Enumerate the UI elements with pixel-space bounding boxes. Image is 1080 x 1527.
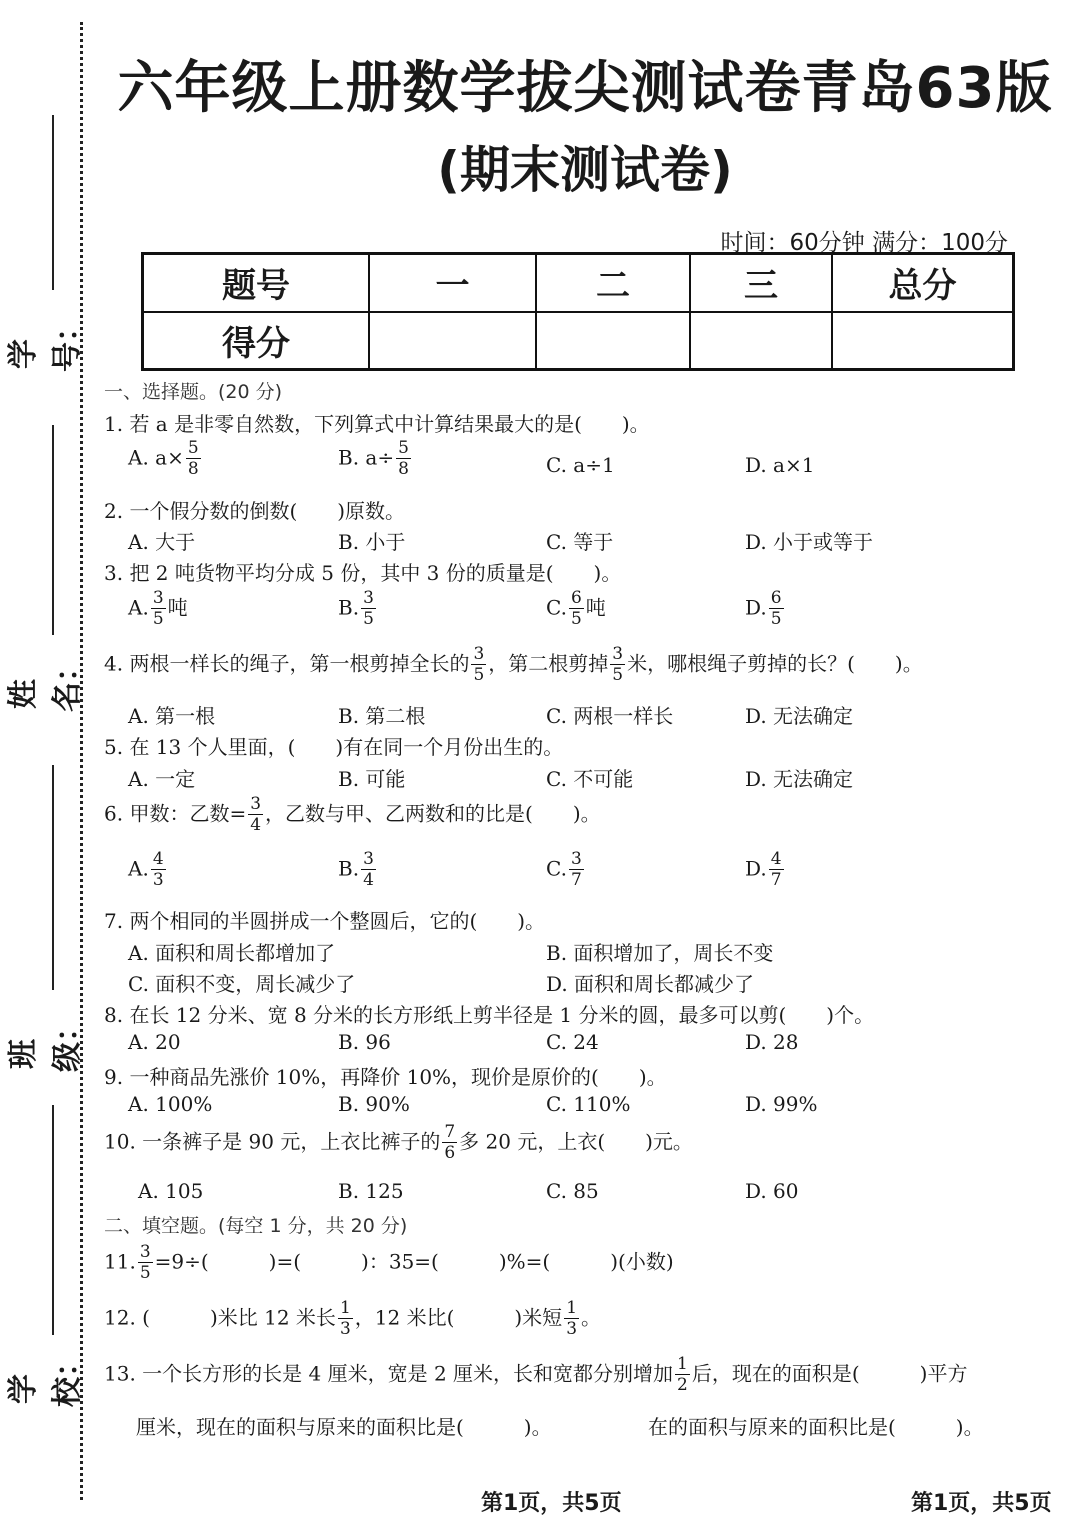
q9-option-d: D. 99% (745, 1092, 818, 1116)
q4-option-d: D. 无法确定 (745, 704, 854, 728)
q5-option-d: D. 无法确定 (745, 767, 854, 791)
question-4-stem: 4. 两根一样长的绳子，第一根剪掉全长的 $\frac{3}{5}$ ，第二根剪掉 $\frac{3}{5}$ 米，哪根绳子剪掉的长？( )。 (104, 644, 923, 685)
header-cell-three: 三 (690, 254, 832, 312)
q8-option-d: D. 28 (745, 1030, 799, 1054)
question-7-stem: 7. 两个相同的半圆拼成一个整圆后，它的( )。 (104, 909, 546, 933)
q3-option-a: A. $\frac{3}{5}$ 吨 (128, 588, 188, 629)
header-cell-total: 总分 (832, 254, 1014, 312)
q4-option-b: B. 第二根 (338, 704, 426, 728)
q5-option-c: C. 不可能 (546, 767, 634, 791)
q2-option-b: B. 小于 (338, 530, 406, 554)
question-11: 11. $\frac{3}{5}$ =9÷( )=( )：35=( )%=( )(小数) (104, 1242, 674, 1283)
q3-option-b: B. $\frac{3}{5}$ (338, 588, 374, 629)
class-label: 班级： (6, 1012, 85, 1072)
q1-option-a: A. a× $\frac{5}{8}$ (128, 438, 199, 479)
score-row-label: 得分 (143, 312, 370, 370)
header-cell-two: 二 (536, 254, 690, 312)
class-line (52, 765, 54, 990)
q7-option-b: B. 面积增加了，周长不变 (546, 941, 774, 965)
q8-option-a: A. 20 (128, 1030, 181, 1054)
score-cell-two[interactable] (536, 312, 690, 370)
time-score-info: 时间：60分钟 满分：100分 (720, 230, 1008, 256)
question-12: 12. ( )米比 12 米长 $\frac{1}{3}$ ，12 米比( )米短 $\frac{1}{3}$ 。 (104, 1298, 602, 1339)
q9-option-b: B. 90% (338, 1092, 410, 1116)
q9-option-c: C. 110% (546, 1092, 631, 1116)
q6-option-a: A. $\frac{4}{3}$ (128, 849, 164, 890)
q7-option-d: D. 面积和周长都减少了 (546, 972, 755, 996)
q4-option-c: C. 两根一样长 (546, 704, 674, 728)
page-title: 六年级上册数学拔尖测试卷青岛63版 (117, 56, 1053, 121)
q1-option-b: B. a÷ $\frac{5}{8}$ (338, 438, 409, 479)
question-13-line1: 13. 一个长方形的长是 4 厘米，宽是 2 厘米，长和宽都分别增加 $\frac{1}{2}$ 后，现在的面积是( )平方 (104, 1354, 968, 1395)
q10-option-a: A. 105 (138, 1179, 204, 1203)
q6-option-b: B. $\frac{3}{4}$ (338, 849, 374, 890)
header-cell-number: 题号 (143, 254, 370, 312)
school-label: 学校： (6, 1347, 85, 1407)
q5-option-b: B. 可能 (338, 767, 406, 791)
question-8-stem: 8. 在长 12 分米、宽 8 分米的长方形纸上剪半径是 1 分米的圆，最多可以剪( )个。 (104, 1003, 875, 1027)
question-2-stem: 2. 一个假分数的倒数( )原数。 (104, 499, 406, 523)
q9-option-a: A. 100% (128, 1092, 213, 1116)
student-id-label: 学号： (6, 312, 85, 372)
q2-option-c: C. 等于 (546, 530, 614, 554)
question-13-line2: 厘米，现在的面积与原来的面积比是( )。 (136, 1415, 552, 1439)
question-10-stem: 10. 一条裤子是 90 元，上衣比裤子的 $\frac{7}{6}$ 多 20 元，上衣( )元。 (104, 1122, 693, 1163)
q3-option-c: C. $\frac{6}{5}$ 吨 (546, 588, 606, 629)
q4-option-a: A. 第一根 (128, 704, 216, 728)
score-table (141, 252, 1015, 371)
q5-option-a: A. 一定 (128, 767, 196, 791)
q3-option-d: D. $\frac{6}{5}$ (745, 588, 782, 629)
q10-option-b: B. 125 (338, 1179, 404, 1203)
q6-option-d: D. $\frac{4}{7}$ (745, 849, 782, 890)
q2-option-d: D. 小于或等于 (745, 530, 874, 554)
page-subtitle: (期末测试卷) (437, 141, 733, 199)
q7-option-a: A. 面积和周长都增加了 (128, 941, 336, 965)
question-13-line2-overlap: 在的面积与原来的面积比是( )。 (648, 1415, 984, 1439)
header-cell-one: 一 (369, 254, 536, 312)
school-line (52, 1105, 54, 1335)
q1-option-c: C. a÷1 (546, 453, 615, 477)
question-9-stem: 9. 一种商品先涨价 10%，再降价 10%，现价是原价的( )。 (104, 1065, 667, 1089)
q8-option-b: B. 96 (338, 1030, 391, 1054)
question-3-stem: 3. 把 2 吨货物平均分成 5 份，其中 3 份的质量是( )。 (104, 561, 622, 585)
score-cell-one[interactable] (369, 312, 536, 370)
question-6-stem: 6. 甲数：乙数= $\frac{3}{4}$ ，乙数与甲、乙两数和的比是( )。 (104, 794, 601, 835)
q2-option-a: A. 大于 (128, 530, 196, 554)
q1-option-d: D. a×1 (745, 453, 815, 477)
q10-option-c: C. 85 (546, 1179, 599, 1203)
name-line (52, 425, 54, 635)
q7-option-c: C. 面积不变，周长减少了 (128, 972, 356, 996)
section-heading-fill: 二、填空题。(每空 1 分，共 20 分) (104, 1215, 408, 1237)
section-heading-choice: 一、选择题。(20 分) (104, 381, 283, 403)
name-label: 姓名： (6, 652, 85, 712)
question-1-stem: 1. 若 a 是非零自然数，下列算式中计算结果最大的是( )。 (104, 412, 650, 436)
q8-option-c: C. 24 (546, 1030, 599, 1054)
score-cell-total[interactable] (832, 312, 1014, 370)
question-5-stem: 5. 在 13 个人里面，( )有在同一个月份出生的。 (104, 735, 564, 759)
q10-option-d: D. 60 (745, 1179, 799, 1203)
page-number-left: 第1页，共5页 (481, 1491, 622, 1516)
page-number-right: 第1页，共5页 (911, 1491, 1052, 1516)
q6-option-c: C. $\frac{3}{7}$ (546, 849, 582, 890)
score-cell-three[interactable] (690, 312, 832, 370)
binding-dotted-line (80, 22, 83, 1500)
